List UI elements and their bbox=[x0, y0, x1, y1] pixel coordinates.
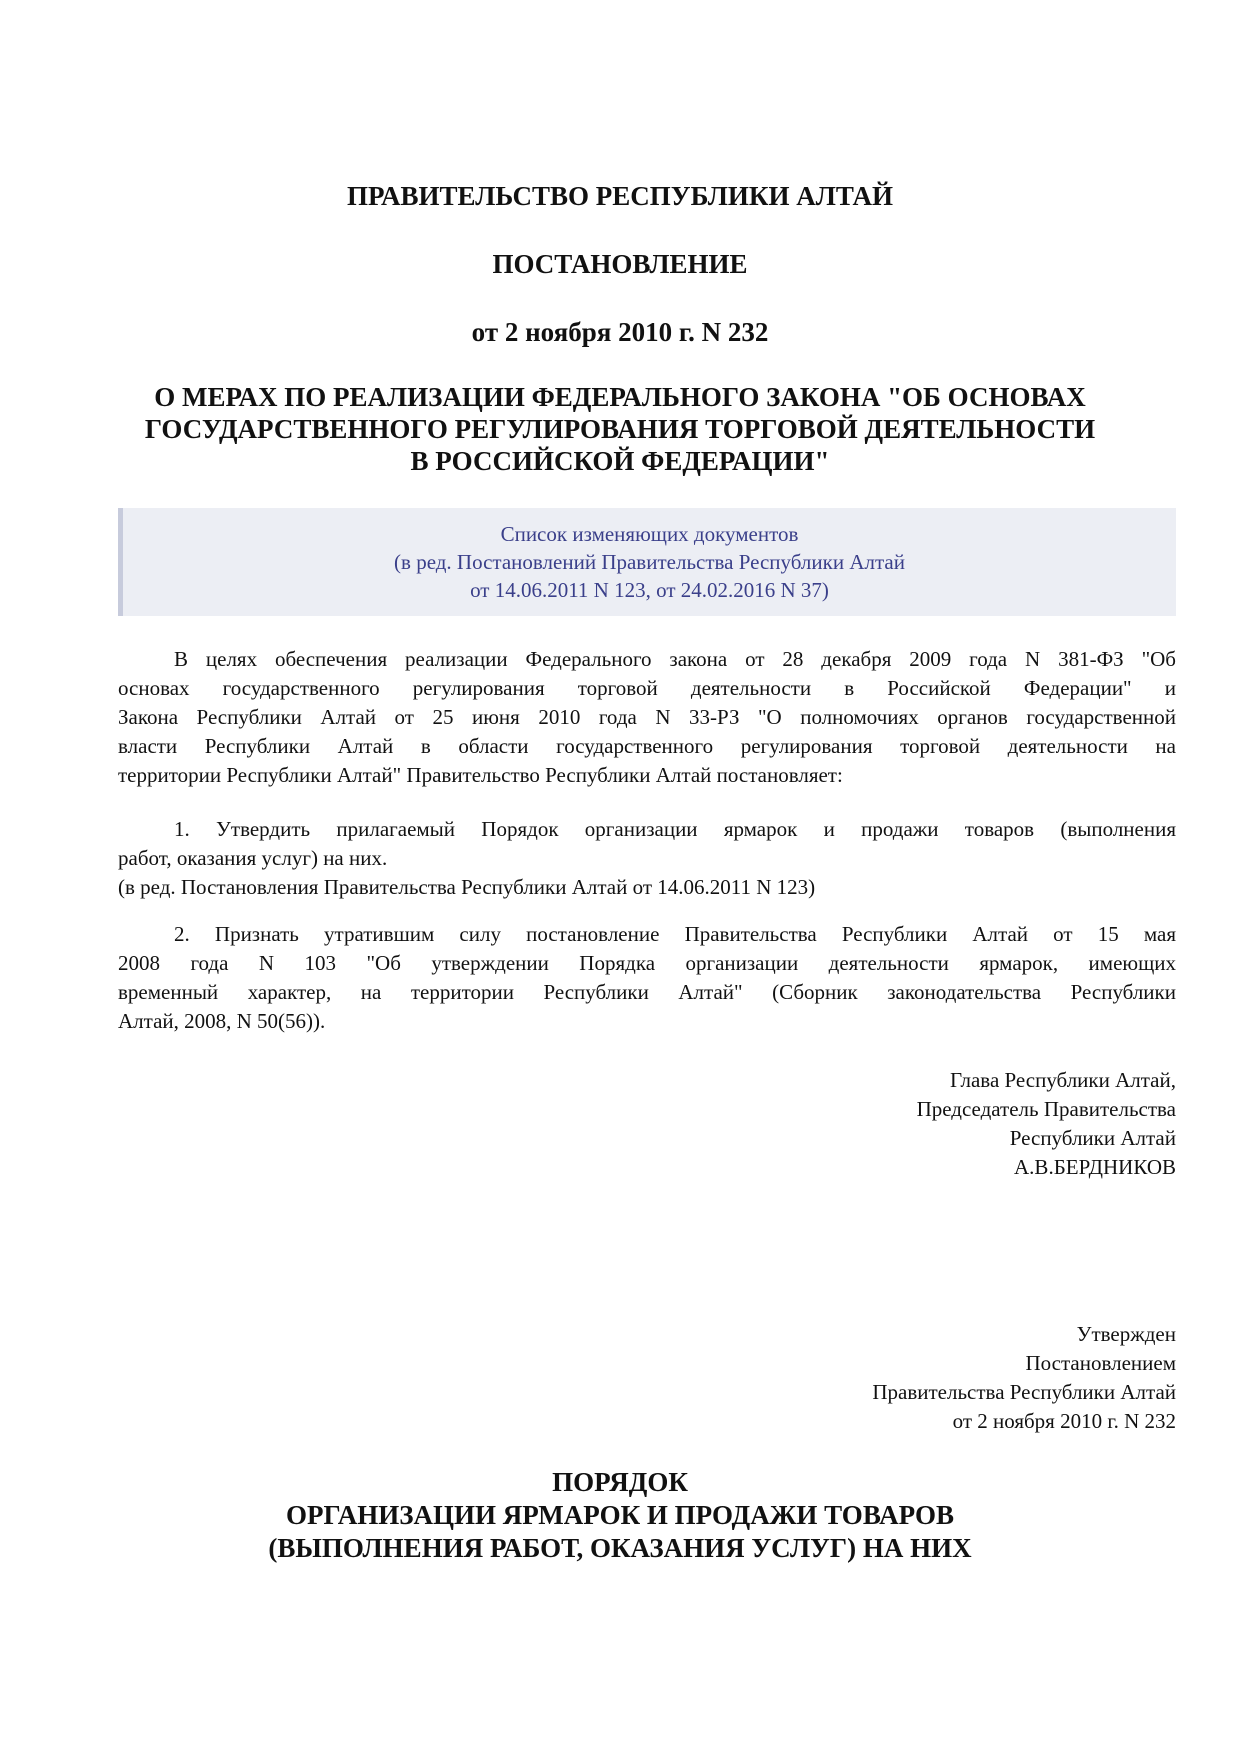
paragraph-line: власти Республики Алтай в области государственного регулирования торговой деятельности на bbox=[118, 734, 1176, 758]
signature-line: Глава Республики Алтай, bbox=[949, 1068, 1176, 1092]
approval-line: Утвержден bbox=[1076, 1322, 1176, 1346]
item-2-paragraph bbox=[118, 920, 1176, 1036]
approval-line: Правительства Республики Алтай bbox=[872, 1380, 1176, 1404]
signatory-name: А.В.БЕРДНИКОВ bbox=[1014, 1155, 1176, 1179]
paragraph-line: работ, оказания услуг) на них. bbox=[118, 846, 388, 870]
preamble-paragraph bbox=[118, 645, 1176, 790]
amendment-note: (в ред. Постановления Правительства Республики Алтай от 14.06.2011 N 123) bbox=[118, 875, 816, 899]
paragraph-line: В целях обеспечения реализации Федерального закона от 28 декабря 2009 года N 381-ФЗ "Об bbox=[174, 647, 1176, 671]
paragraph-line: Алтай, 2008, N 50(56)). bbox=[118, 1009, 326, 1033]
approval-line: Постановлением bbox=[1025, 1351, 1176, 1375]
title-line: О МЕРАХ ПО РЕАЛИЗАЦИИ ФЕДЕРАЛЬНОГО ЗАКОНА "ОБ ОСНОВАХ bbox=[154, 382, 1086, 412]
approval-stamp-block bbox=[872, 1320, 1176, 1436]
item-1-paragraph bbox=[118, 815, 1176, 902]
title-line: ГОСУДАРСТВЕННОГО РЕГУЛИРОВАНИЯ ТОРГОВОЙ ДЕЯТЕЛЬНОСТИ bbox=[144, 414, 1096, 444]
amendments-heading: Список изменяющих документов bbox=[500, 522, 799, 546]
order-title-line: (ВЫПОЛНЕНИЯ РАБОТ, ОКАЗАНИЯ УСЛУГ) НА НИХ bbox=[268, 1533, 972, 1563]
doc-type-heading: ПОСТАНОВЛЕНИЕ bbox=[492, 249, 748, 279]
paragraph-line: временный характер, на территории Республики Алтай" (Сборник законодательства Республики bbox=[118, 980, 1176, 1004]
paragraph-line: территории Республики Алтай" Правительство Республики Алтай постановляет: bbox=[118, 763, 843, 787]
amendments-list-box bbox=[118, 508, 1176, 616]
paragraph-line: основах государственного регулирования торговой деятельности в Российской Федерации" и bbox=[118, 676, 1176, 700]
order-title-line: ПОРЯДОК bbox=[552, 1467, 688, 1497]
amendments-line: от 14.06.2011 N 123, от 24.02.2016 N 37) bbox=[470, 578, 829, 602]
paragraph-line: 2. Признать утратившим силу постановление Правительства Республики Алтай от 15 мая bbox=[174, 922, 1176, 946]
approval-line: от 2 ноября 2010 г. N 232 bbox=[952, 1409, 1176, 1433]
signature-block bbox=[917, 1066, 1176, 1182]
paragraph-line: 1. Утвердить прилагаемый Порядок организации ярмарок и продажи товаров (выполнения bbox=[174, 817, 1176, 841]
order-title-line: ОРГАНИЗАЦИИ ЯРМАРОК И ПРОДАЖИ ТОВАРОВ bbox=[286, 1500, 954, 1530]
signature-line: Председатель Правительства bbox=[916, 1097, 1176, 1121]
title-line: В РОССИЙСКОЙ ФЕДЕРАЦИИ" bbox=[410, 446, 830, 476]
signature-line: Республики Алтай bbox=[1009, 1126, 1176, 1150]
amendments-line: (в ред. Постановлений Правительства Республики Алтай bbox=[394, 550, 905, 574]
paragraph-line: Закона Республики Алтай от 25 июня 2010 года N 33-РЗ "О полномочиях органов государственной bbox=[118, 705, 1176, 729]
government-heading: ПРАВИТЕЛЬСТВО РЕСПУБЛИКИ АЛТАЙ bbox=[347, 181, 893, 211]
date-number-heading: от 2 ноября 2010 г. N 232 bbox=[471, 317, 769, 347]
paragraph-line: 2008 года N 103 "Об утверждении Порядка организации деятельности ярмарок, имеющих bbox=[118, 951, 1176, 975]
